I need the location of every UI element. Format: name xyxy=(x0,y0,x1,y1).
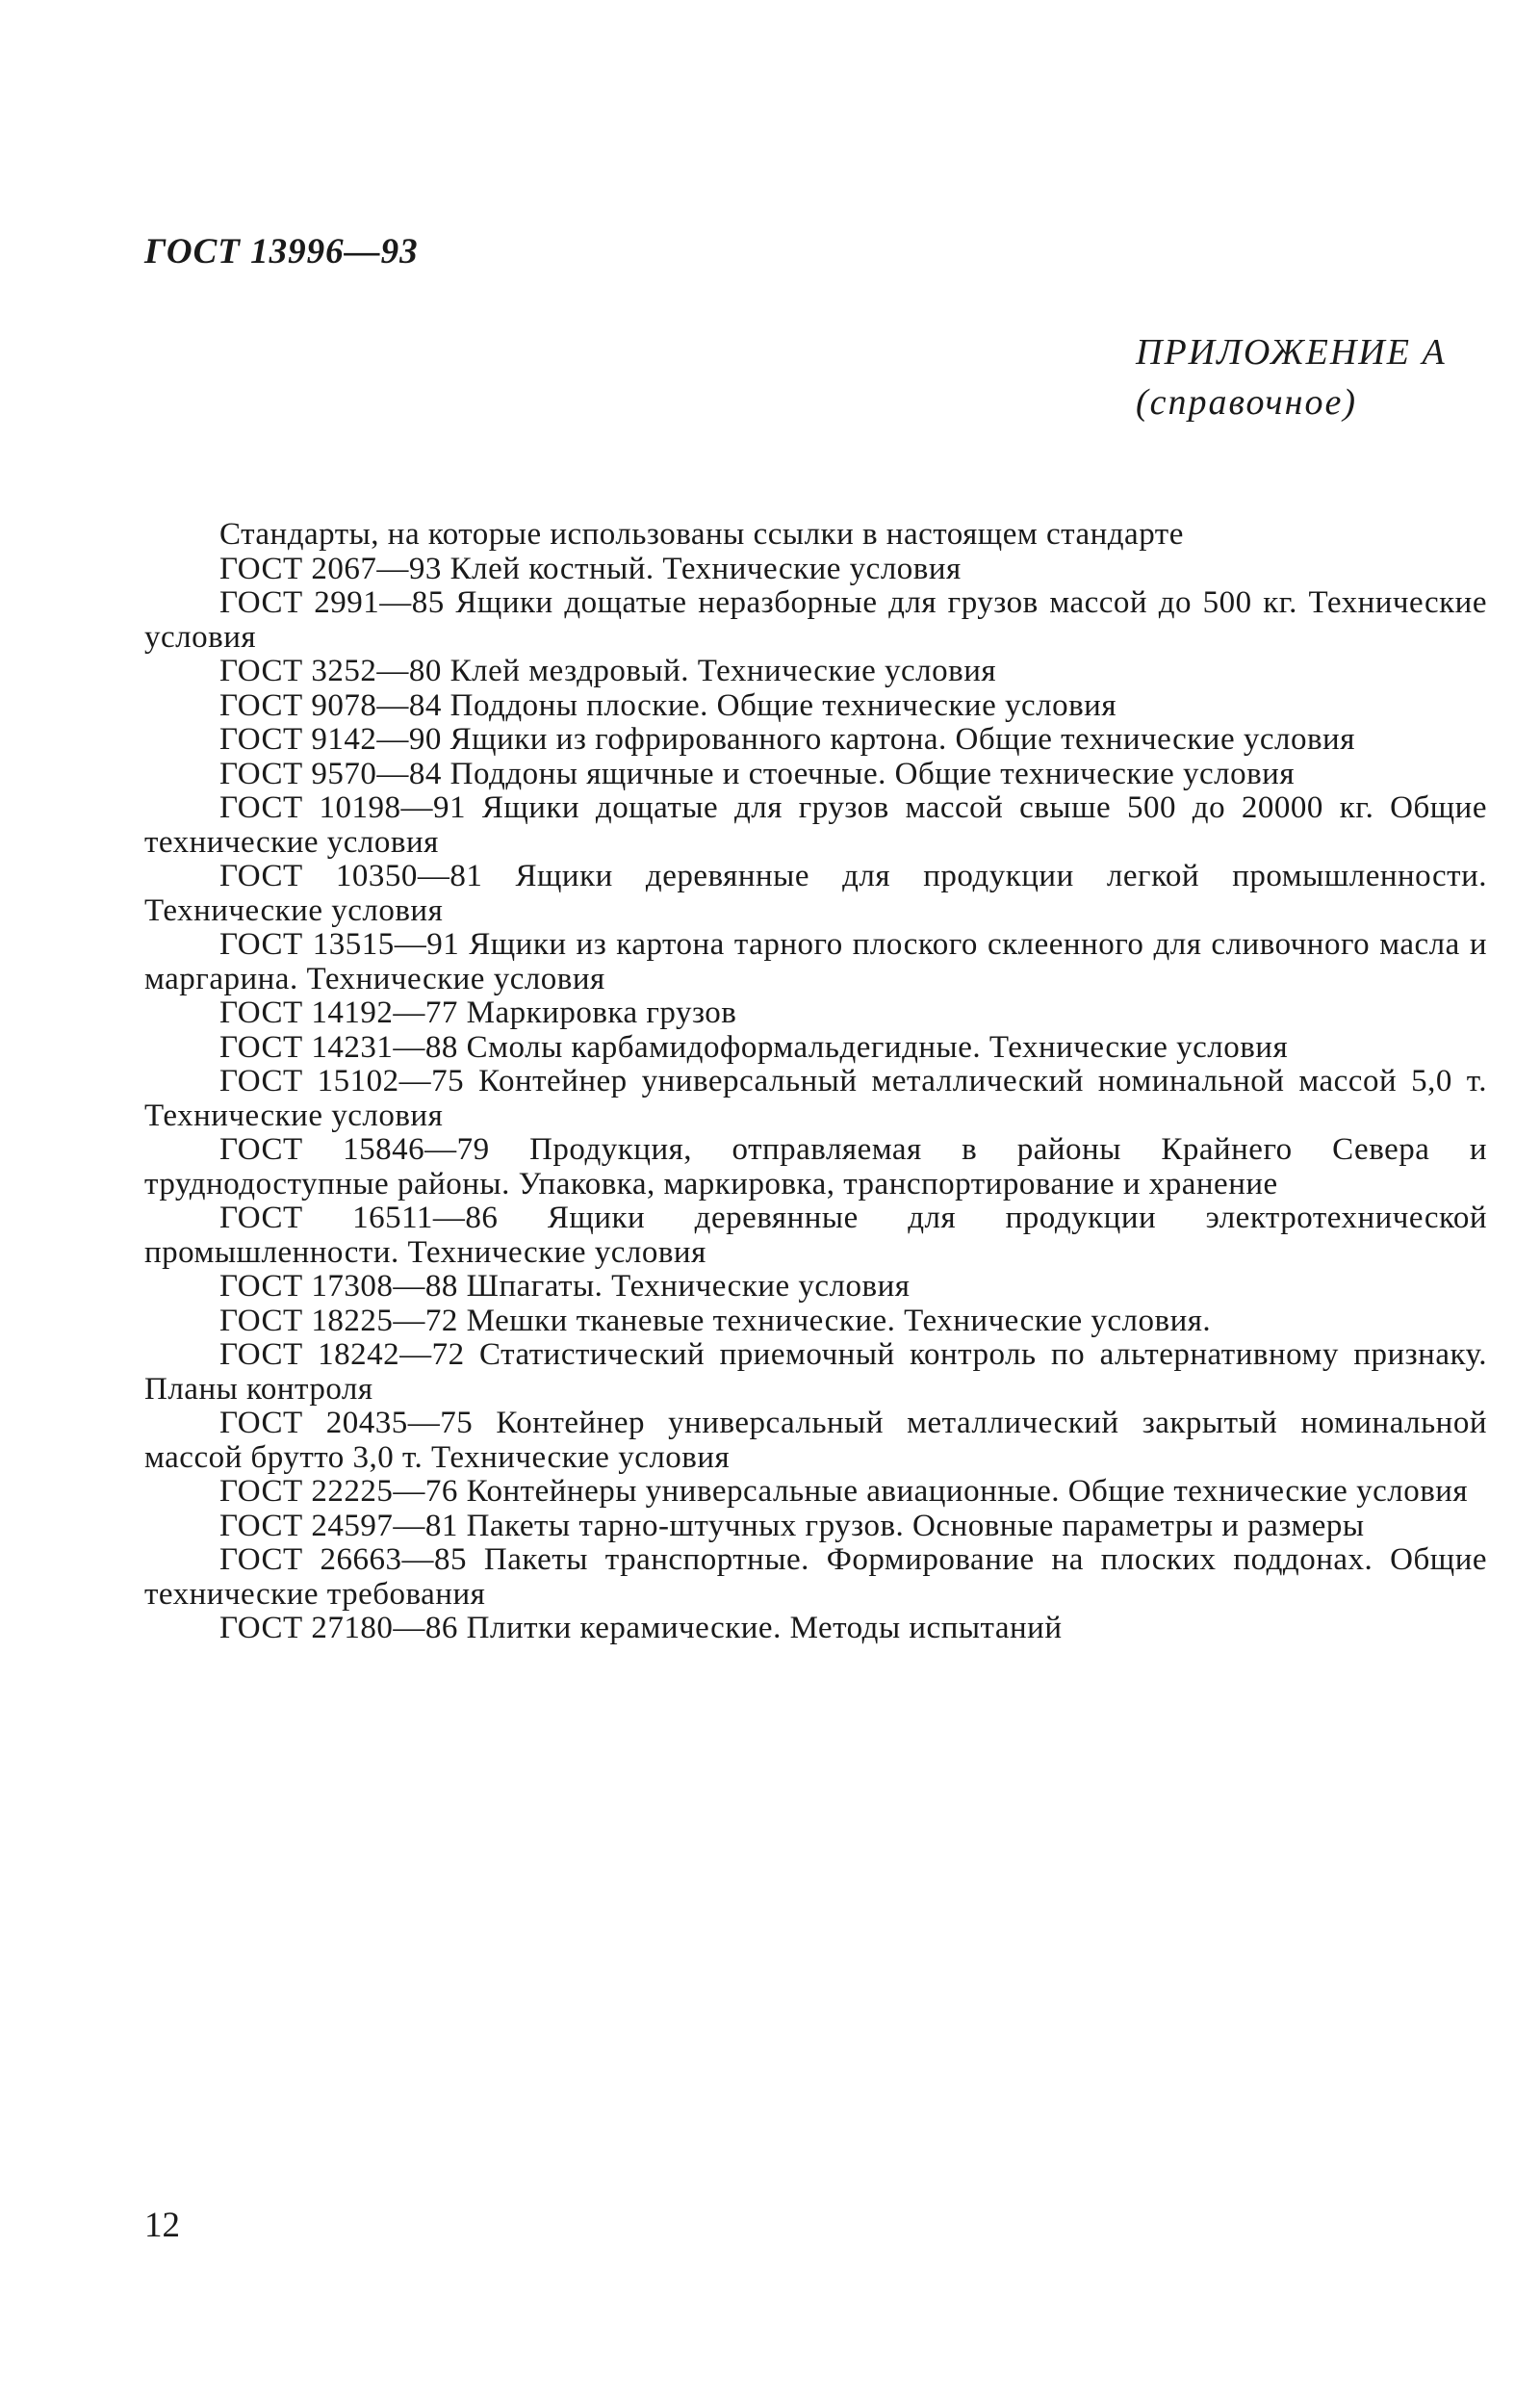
reference-item: ГОСТ 18225—72 Мешки тканевые технические. Технические условия. xyxy=(219,1303,1212,1338)
references-intro: Стандарты, на которые использованы ссылки в настоящем стандарте xyxy=(219,517,1184,552)
reference-item: ГОСТ 26663—85 Пакеты транспортные. Формирование на плоских поддонах. Общие технические требования xyxy=(144,1542,1487,1612)
reference-item: ГОСТ 10198—91 Ящики дощатые для грузов массой свыше 500 до 20000 кг. Общие технические условия xyxy=(144,790,1487,860)
reference-item: ГОСТ 10350—81 Ящики деревянные для продукции легкой промышленности. Технические условия xyxy=(144,859,1487,928)
reference-item: ГОСТ 2067—93 Клей костный. Технические условия xyxy=(219,551,962,586)
reference-item: ГОСТ 13515—91 Ящики из картона тарного плоского склеенного для сливочного масла и маргарина. Технические условия xyxy=(144,927,1487,996)
reference-item: ГОСТ 15102—75 Контейнер универсальный металлический номинальной массой 5,0 т. Технические условия xyxy=(144,1064,1487,1133)
reference-item: ГОСТ 18242—72 Статистический приемочный контроль по альтернативному признаку. Планы контроля xyxy=(144,1337,1487,1407)
reference-item: ГОСТ 3252—80 Клей мездровый. Технические условия xyxy=(219,654,997,688)
reference-item: ГОСТ 24597—81 Пакеты тарно-штучных грузов. Основные параметры и размеры xyxy=(219,1508,1365,1543)
reference-item: ГОСТ 9142—90 Ящики из гофрированного картона. Общие технические условия xyxy=(219,722,1355,757)
reference-item: ГОСТ 9078—84 Поддоны плоские. Общие технические условия xyxy=(219,687,1117,723)
appendix-subtitle: (справочное) xyxy=(1136,382,1358,423)
appendix-heading xyxy=(1136,327,1447,427)
reference-item: ГОСТ 15846—79 Продукция, отправляемая в районы Крайнего Севера и труднодоступные районы. Упаковка, маркировка, транспортирование и хранение xyxy=(144,1132,1487,1202)
reference-item: ГОСТ 16511—86 Ящики деревянные для продукции электротехнической промышленности. Технические условия xyxy=(144,1201,1487,1270)
reference-item: ГОСТ 20435—75 Контейнер универсальный металлический закрытый номинальной массой брутто 3,0 т. Технические условия xyxy=(144,1406,1487,1475)
reference-item: ГОСТ 2991—85 Ящики дощатые неразборные для грузов массой до 500 кг. Технические условия xyxy=(144,585,1487,655)
reference-item: ГОСТ 9570—84 Поддоны ящичные и стоечные. Общие технические условия xyxy=(219,756,1296,791)
appendix-title: ПРИЛОЖЕНИЕ А xyxy=(1136,332,1447,373)
standard-code: ГОСТ 13996—93 xyxy=(144,232,419,271)
references-body xyxy=(144,518,1487,1646)
reference-item: ГОСТ 22225—76 Контейнеры универсальные авиационные. Общие технические условия xyxy=(219,1474,1469,1509)
reference-item: ГОСТ 17308—88 Шпагаты. Технические условия xyxy=(219,1269,911,1304)
reference-item: ГОСТ 27180—86 Плитки керамические. Методы испытаний xyxy=(219,1611,1063,1645)
reference-item: ГОСТ 14231—88 Смолы карбамидоформальдегидные. Технические условия xyxy=(219,1029,1289,1065)
page-number: 12 xyxy=(144,2206,180,2245)
reference-item: ГОСТ 14192—77 Маркировка грузов xyxy=(219,995,737,1030)
